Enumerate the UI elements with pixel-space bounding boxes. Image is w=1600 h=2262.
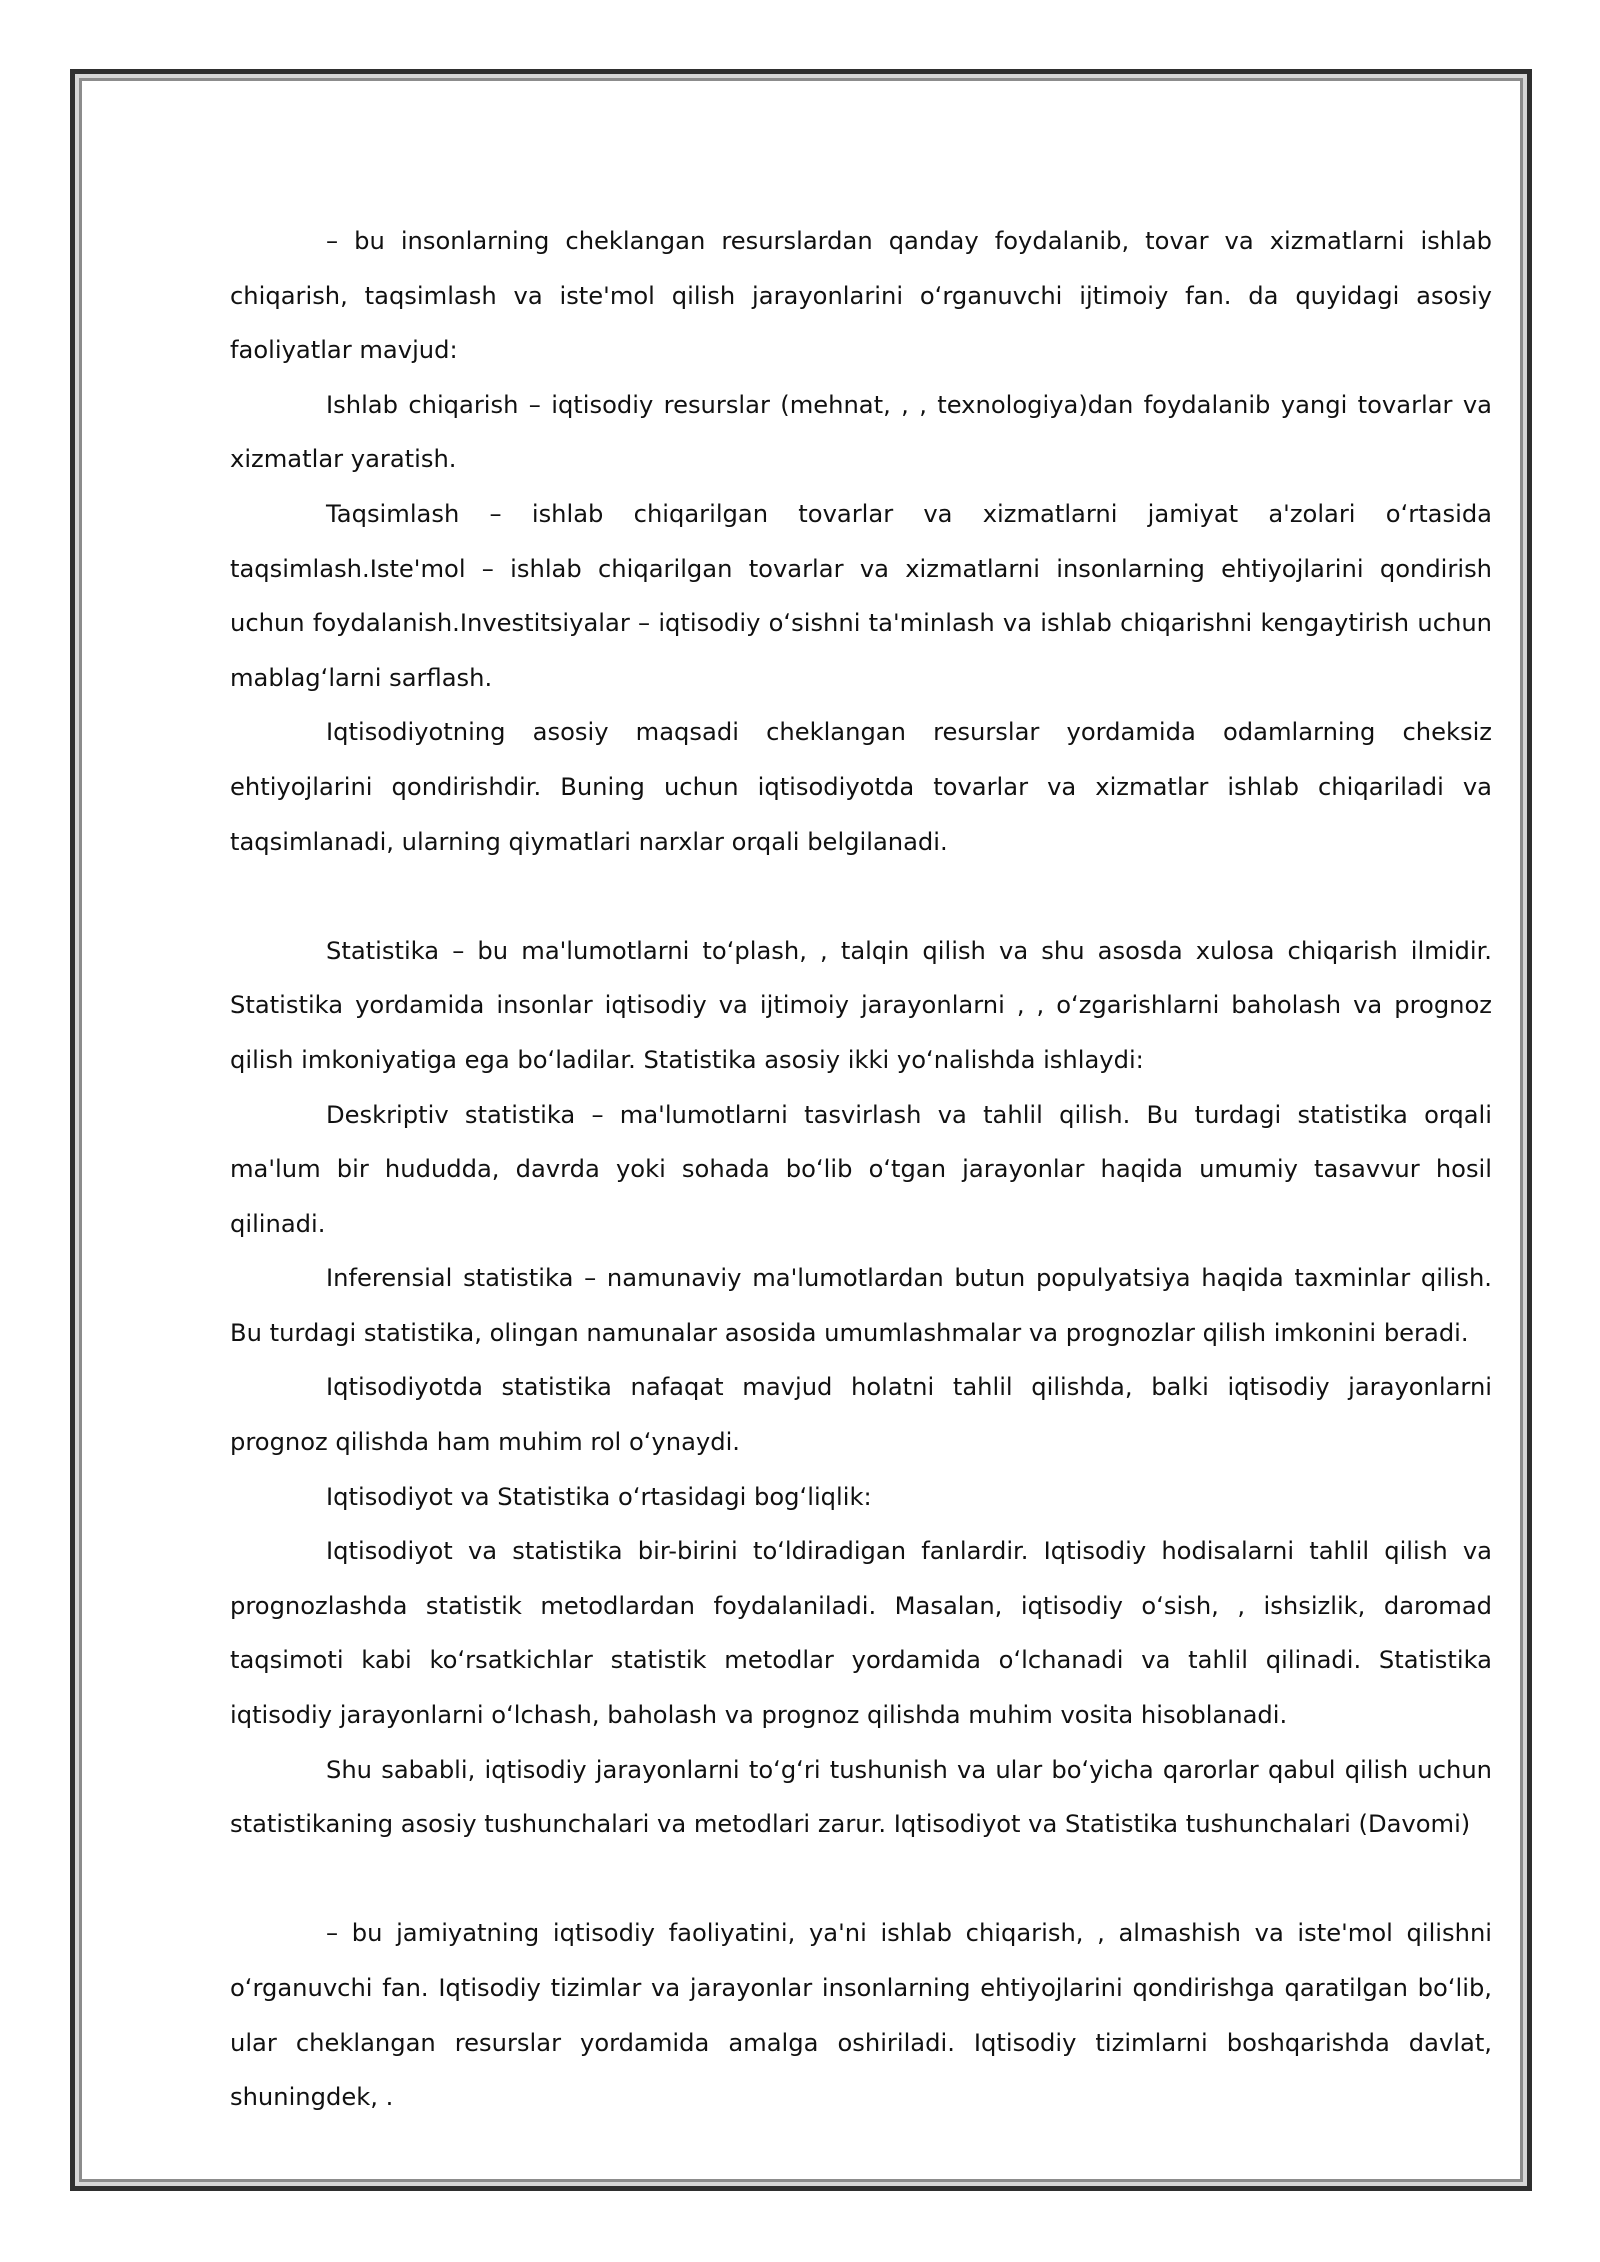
economics-section bbox=[230, 214, 1492, 869]
paragraph-spacer bbox=[230, 869, 1492, 924]
economy-goal-paragraph: Iqtisodiyotning asosiy maqsadi cheklangan resurslar yordamida odamlarning cheksiz ehtiyojlarini qondirishdir. Buning uchun iqtisodiyotda tovarlar va xizmatlar ishlab chiqariladi va taqsimlanadi, ularning qiymatlari narxlar orqali belgilanadi. bbox=[230, 718, 1492, 856]
statistics-forecasting-paragraph: Iqtisodiyotda statistika nafaqat mavjud holatni tahlil qilishda, balki iqtisodiy jarayonlarni prognoz qilishda ham muhim rol oʻynaydi. bbox=[230, 1373, 1492, 1457]
inferential-statistics-paragraph: Inferensial statistika – namunaviy ma'lumotlardan butun populyatsiya haqida taxminlar qilish. Bu turdagi statistika, olingan namunalar asosida umumlashmalar va prognozlar qilish imkonini beradi. bbox=[230, 1264, 1492, 1347]
economics-definition-paragraph: – bu insonlarning cheklangan resurslardan qanday foydalanib, tovar va xizmatlarni ishlab chiqarish, taqsimlash va iste'mol qilish jarayonlarini oʻrganuvchi ijtimoiy fan. da quyidagi asosiy faoliyatlar mavjud: bbox=[230, 227, 1492, 365]
relationship-paragraph: Iqtisodiyot va statistika bir-birini toʻldiradigan fanlardir. Iqtisodiy hodisalarni tahlil qilish va prognozlashda statistik metodlardan foydalaniladi. Masalan, iqtisodiy oʻsish, , ishsizlik, daromad taqsimoti kabi koʻrsatkichlar statistik metodlar yordamida oʻlchanadi va tahlil qilinadi. Statistika iqtisodiy jarayonlarni oʻlchash, baholash va prognoz qilishda muhim vosita hisoblanadi. bbox=[230, 1537, 1492, 1730]
paragraph-spacer bbox=[230, 1852, 1492, 1907]
relationship-heading-paragraph: Iqtisodiyot va Statistika oʻrtasidagi bogʻliqlik: bbox=[326, 1482, 872, 1511]
distribution-consumption-investment-paragraph: Taqsimlash – ishlab chiqarilgan tovarlar va xizmatlarni jamiyat a'zolari oʻrtasida taqsimlash.Iste'mol – ishlab chiqarilgan tovarlar va xizmatlarni insonlarning ehtiyojlarini qondirish uchun foydalanish.Investitsiyalar – iqtisodiy oʻsishni ta'minlash va ishlab chiqarishni kengaytirish uchun mablagʻlarni sarflash. bbox=[230, 499, 1492, 692]
continued-section bbox=[230, 1906, 1492, 2124]
continued-economics-paragraph: – bu jamiyatning iqtisodiy faoliyatini, ya'ni ishlab chiqarish, , almashish va iste'mol qilishni oʻrganuvchi fan. Iqtisodiy tizimlar va jarayonlar insonlarning ehtiyojlarini qondirishga qaratilgan boʻlib, ular cheklangan resurslar yordamida amalga oshiriladi. Iqtisodiy tizimlarni boshqarishda davlat, shuningdek, . bbox=[230, 1919, 1492, 2112]
statistics-definition-paragraph: Statistika – bu ma'lumotlarni toʻplash, , talqin qilish va shu asosda xulosa chiqarish ilmidir. Statistika yordamida insonlar iqtisodiy va ijtimoiy jarayonlarni , , oʻzgarishlarni baholash va prognoz qilish imkoniyatiga ega boʻladilar. Statistika asosiy ikki yoʻnalishda ishlaydi: bbox=[230, 936, 1492, 1074]
conclusion-paragraph: Shu sababli, iqtisodiy jarayonlarni toʻgʻri tushunish va ular boʻyicha qarorlar qabul qilish uchun statistikaning asosiy tushunchalari va metodlari zarur. Iqtisodiyot va Statistika tushunchalari (Davomi) bbox=[230, 1755, 1492, 1839]
statistics-section bbox=[230, 924, 1492, 1852]
production-paragraph: Ishlab chiqarish – iqtisodiy resurslar (mehnat, , , texnologiya)dan foydalanib yangi tovarlar va xizmatlar yaratish. bbox=[230, 390, 1492, 474]
document-body bbox=[230, 214, 1492, 2125]
descriptive-statistics-paragraph: Deskriptiv statistika – ma'lumotlarni tasvirlash va tahlil qilish. Bu turdagi statistika orqali ma'lum bir hududda, davrda yoki sohada boʻlib oʻtgan jarayonlar haqida umumiy tasavvur hosil qilinadi. bbox=[230, 1100, 1492, 1238]
